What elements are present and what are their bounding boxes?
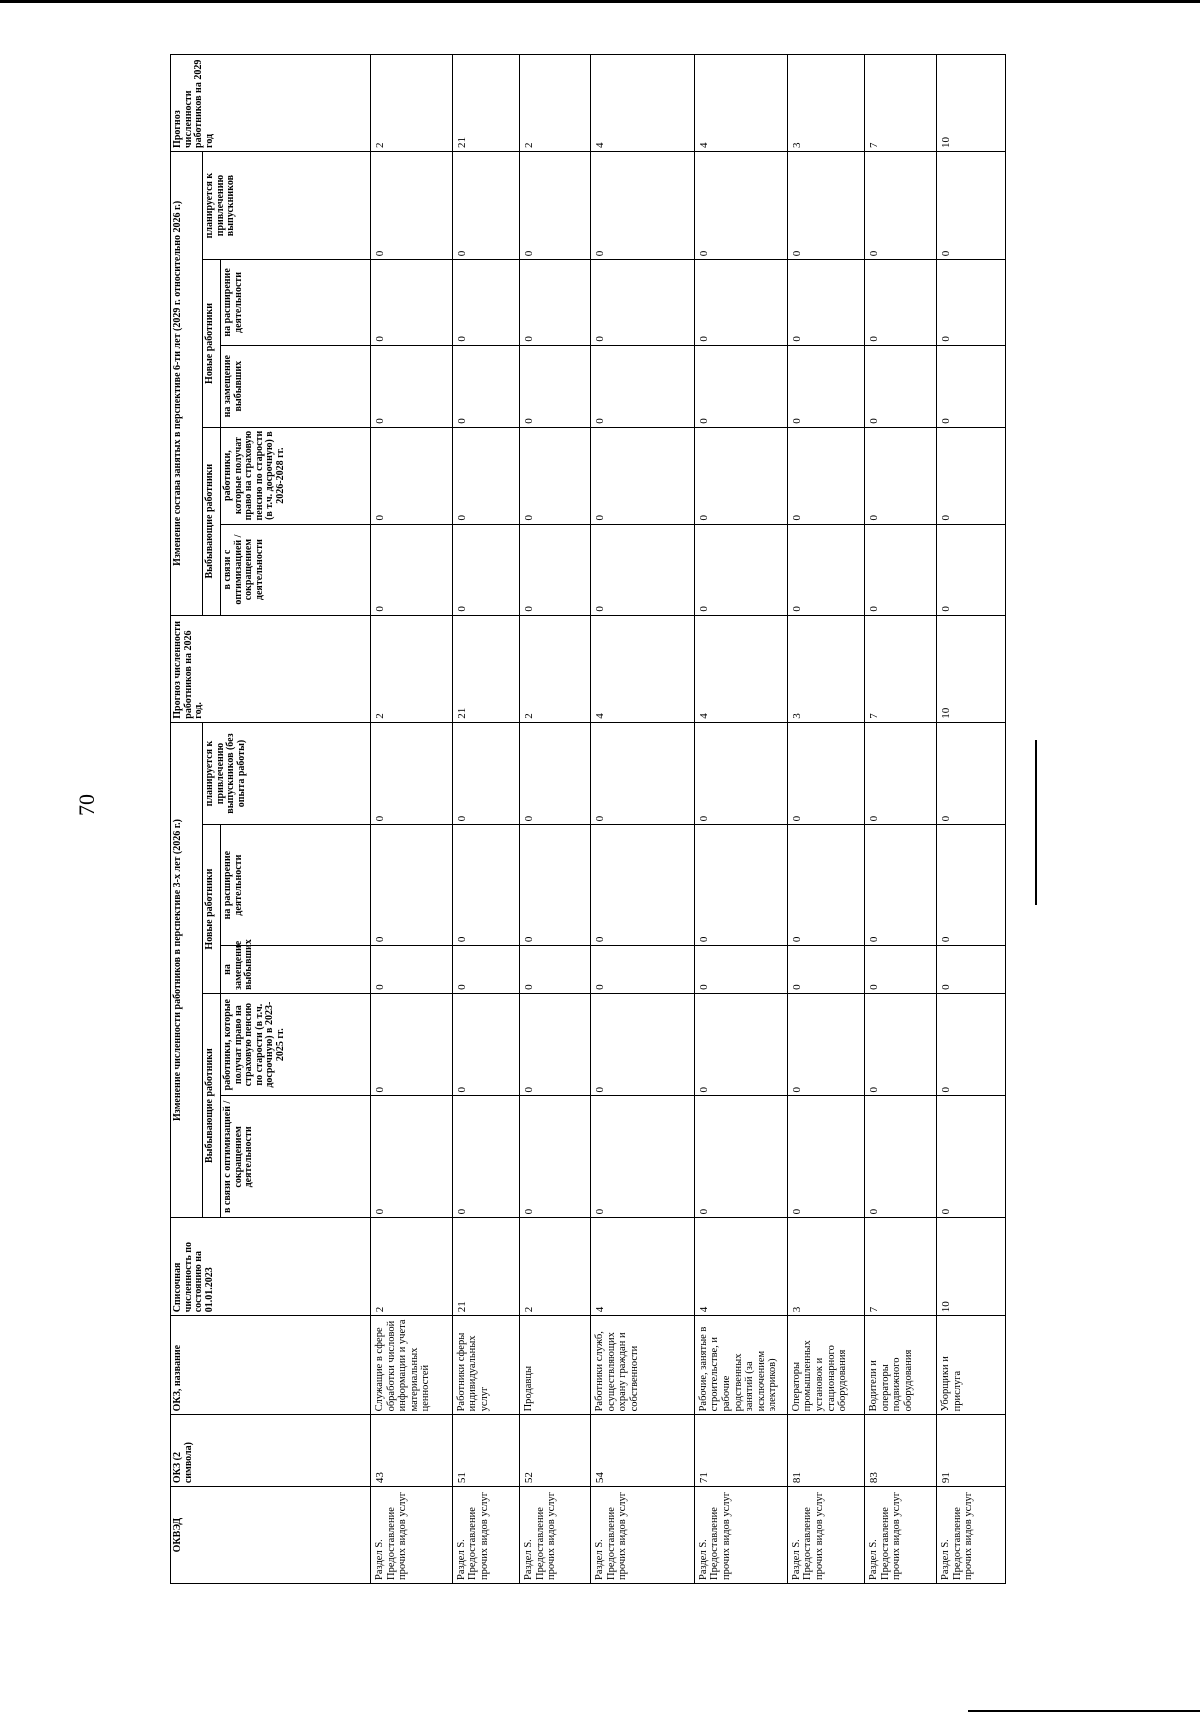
cell-forecast-2026: 21 xyxy=(452,615,520,722)
cell-graduates-6y: 0 xyxy=(787,151,864,259)
cell-new-expand-3y: 0 xyxy=(371,825,453,946)
cell-leaving-pension-3y: 0 xyxy=(787,993,864,1096)
cell-okz-code: 81 xyxy=(787,1415,864,1487)
cell-okved: Раздел S. Предоставление прочих видов услуг xyxy=(865,1487,937,1584)
cell-forecast-2029: 10 xyxy=(937,55,1006,152)
header-new-replace-3y: на замещение выбывших xyxy=(221,946,371,994)
cell-leaving-pension-3y: 0 xyxy=(937,993,1006,1096)
cell-leaving-opt-3y: 0 xyxy=(452,1096,520,1218)
bottom-rule xyxy=(968,1710,1200,1712)
header-okved: ОКВЭД xyxy=(171,1487,371,1584)
cell-new-expand-3y: 0 xyxy=(865,825,937,946)
cell-leaving-opt-6y: 0 xyxy=(865,524,937,615)
cell-leaving-opt-6y: 0 xyxy=(520,524,591,615)
cell-graduates-3y: 0 xyxy=(520,722,591,825)
cell-forecast-2026: 10 xyxy=(937,615,1006,722)
cell-new-replace-6y: 0 xyxy=(371,345,453,427)
cell-okz-name: Уборщики и прислуга xyxy=(937,1316,1006,1415)
cell-new-expand-3y: 0 xyxy=(787,825,864,946)
cell-leaving-pension-6y: 0 xyxy=(937,427,1006,524)
header-headcount-2023: Списочная численность по состоянию на 01.01.2023 xyxy=(171,1218,371,1316)
cell-graduates-3y: 0 xyxy=(865,722,937,825)
cell-graduates-3y: 0 xyxy=(591,722,695,825)
cell-leaving-opt-6y: 0 xyxy=(371,524,453,615)
cell-okved: Раздел S. Предоставление прочих видов услуг xyxy=(694,1487,787,1584)
cell-leaving-pension-3y: 0 xyxy=(694,993,787,1096)
cell-okz-name: Работники служб, осуществляющих охрану граждан и собственности xyxy=(591,1316,695,1415)
header-leaving-pension-6y: работники, которые получат право на страховую пенсию по старости (в т.ч. досрочную) в 2026-2028 гг. xyxy=(221,427,371,524)
cell-leaving-opt-6y: 0 xyxy=(591,524,695,615)
cell-graduates-6y: 0 xyxy=(452,151,520,259)
header-leaving-6y: Выбывающие работники xyxy=(203,427,221,615)
header-new-3y: Новые работники xyxy=(203,825,221,994)
cell-graduates-3y: 0 xyxy=(694,722,787,825)
cell-okz-code: 43 xyxy=(371,1415,453,1487)
cell-forecast-2026: 4 xyxy=(591,615,695,722)
cell-headcount-2023: 4 xyxy=(694,1218,787,1316)
cell-forecast-2026: 7 xyxy=(865,615,937,722)
rotated-table-container xyxy=(170,54,1006,1584)
header-okz-name: ОКЗ, название xyxy=(171,1316,371,1415)
cell-okz-code: 51 xyxy=(452,1415,520,1487)
table-body xyxy=(371,55,1006,1584)
margin-line xyxy=(1035,740,1037,905)
cell-forecast-2029: 2 xyxy=(371,55,453,152)
cell-new-replace-3y: 0 xyxy=(694,946,787,994)
cell-new-expand-6y: 0 xyxy=(591,260,695,345)
cell-leaving-pension-6y: 0 xyxy=(520,427,591,524)
table-row xyxy=(452,55,520,1584)
cell-new-expand-3y: 0 xyxy=(452,825,520,946)
cell-headcount-2023: 2 xyxy=(520,1218,591,1316)
header-group-3y: Изменение численности работников в перспективе 3-х лет (2026 г.) xyxy=(171,722,203,1218)
cell-leaving-opt-3y: 0 xyxy=(937,1096,1006,1218)
cell-okz-code: 71 xyxy=(694,1415,787,1487)
cell-okz-code: 83 xyxy=(865,1415,937,1487)
cell-headcount-2023: 10 xyxy=(937,1218,1006,1316)
cell-forecast-2029: 2 xyxy=(520,55,591,152)
cell-new-replace-6y: 0 xyxy=(865,345,937,427)
header-leaving-opt-3y: в связи с оптимизацией / сокращением деятельности xyxy=(221,1096,371,1218)
header-new-expand-3y: на расширение деятельности xyxy=(221,825,371,946)
cell-graduates-3y: 0 xyxy=(371,722,453,825)
cell-new-replace-3y: 0 xyxy=(787,946,864,994)
cell-okved: Раздел S. Предоставление прочих видов услуг xyxy=(591,1487,695,1584)
cell-leaving-opt-3y: 0 xyxy=(865,1096,937,1218)
cell-okved: Раздел S. Предоставление прочих видов услуг xyxy=(787,1487,864,1584)
cell-new-expand-3y: 0 xyxy=(520,825,591,946)
header-forecast-2026: Прогноз численности работников на 2026 год. xyxy=(171,615,371,722)
cell-leaving-opt-3y: 0 xyxy=(694,1096,787,1218)
table-row xyxy=(520,55,591,1584)
table-row xyxy=(371,55,453,1584)
cell-okz-name: Работники сферы индивидуальных услуг xyxy=(452,1316,520,1415)
cell-new-replace-3y: 0 xyxy=(591,946,695,994)
cell-headcount-2023: 7 xyxy=(865,1218,937,1316)
cell-new-expand-6y: 0 xyxy=(865,260,937,345)
cell-okved: Раздел S. Предоставление прочих видов услуг xyxy=(937,1487,1006,1584)
cell-okz-code: 52 xyxy=(520,1415,591,1487)
cell-leaving-pension-3y: 0 xyxy=(591,993,695,1096)
header-graduates-3y: планируется к привлечению выпускников (без опыта работы) xyxy=(203,722,371,825)
cell-leaving-pension-3y: 0 xyxy=(452,993,520,1096)
cell-new-replace-6y: 0 xyxy=(452,345,520,427)
cell-headcount-2023: 21 xyxy=(452,1218,520,1316)
table-row xyxy=(694,55,787,1584)
cell-new-expand-6y: 0 xyxy=(694,260,787,345)
workforce-forecast-table xyxy=(170,54,1006,1584)
cell-new-replace-3y: 0 xyxy=(520,946,591,994)
cell-new-expand-6y: 0 xyxy=(520,260,591,345)
cell-new-replace-3y: 0 xyxy=(937,946,1006,994)
cell-leaving-opt-3y: 0 xyxy=(371,1096,453,1218)
cell-new-replace-6y: 0 xyxy=(787,345,864,427)
cell-leaving-opt-3y: 0 xyxy=(520,1096,591,1218)
header-okz-code: ОКЗ (2 символа) xyxy=(171,1415,371,1487)
page-number: 70 xyxy=(74,794,99,816)
cell-new-expand-6y: 0 xyxy=(452,260,520,345)
cell-forecast-2026: 4 xyxy=(694,615,787,722)
cell-okved: Раздел S. Предоставление прочих видов услуг xyxy=(452,1487,520,1584)
cell-new-replace-6y: 0 xyxy=(694,345,787,427)
header-new-6y: Новые работники xyxy=(203,260,221,427)
cell-forecast-2026: 2 xyxy=(520,615,591,722)
cell-okz-name: Рабочие, занятые в строительстве, и рабочие родственных занятий (за исключением электриков) xyxy=(694,1316,787,1415)
header-new-expand-6y: на расширение деятельности xyxy=(221,260,371,345)
cell-forecast-2026: 2 xyxy=(371,615,453,722)
cell-new-expand-3y: 0 xyxy=(937,825,1006,946)
cell-headcount-2023: 4 xyxy=(591,1218,695,1316)
header-graduates-6y: планируется к привлечению выпускников xyxy=(203,151,371,259)
cell-leaving-opt-3y: 0 xyxy=(591,1096,695,1218)
cell-graduates-6y: 0 xyxy=(371,151,453,259)
cell-graduates-3y: 0 xyxy=(452,722,520,825)
cell-forecast-2029: 7 xyxy=(865,55,937,152)
cell-leaving-pension-3y: 0 xyxy=(520,993,591,1096)
cell-new-expand-3y: 0 xyxy=(694,825,787,946)
cell-graduates-3y: 0 xyxy=(937,722,1006,825)
cell-leaving-opt-6y: 0 xyxy=(787,524,864,615)
cell-headcount-2023: 3 xyxy=(787,1218,864,1316)
cell-leaving-pension-6y: 0 xyxy=(865,427,937,524)
cell-new-replace-3y: 0 xyxy=(452,946,520,994)
cell-new-expand-3y: 0 xyxy=(591,825,695,946)
cell-new-expand-6y: 0 xyxy=(937,260,1006,345)
cell-graduates-6y: 0 xyxy=(937,151,1006,259)
header-group-6y: Изменение состава занятых в перспективе 6-ти лет (2029 г. относительно 2026 г.) xyxy=(171,151,203,615)
cell-leaving-pension-6y: 0 xyxy=(371,427,453,524)
cell-new-replace-6y: 0 xyxy=(591,345,695,427)
cell-forecast-2029: 21 xyxy=(452,55,520,152)
cell-leaving-opt-6y: 0 xyxy=(694,524,787,615)
cell-forecast-2029: 3 xyxy=(787,55,864,152)
cell-okz-name: Продавцы xyxy=(520,1316,591,1415)
table-row xyxy=(787,55,864,1584)
table-row xyxy=(937,55,1006,1584)
cell-graduates-6y: 0 xyxy=(865,151,937,259)
header-new-replace-6y: на замещение выбывших xyxy=(221,345,371,427)
cell-leaving-pension-3y: 0 xyxy=(865,993,937,1096)
cell-leaving-pension-3y: 0 xyxy=(371,993,453,1096)
cell-new-replace-3y: 0 xyxy=(371,946,453,994)
top-rule xyxy=(0,0,1200,3)
cell-leaving-pension-6y: 0 xyxy=(694,427,787,524)
header-leaving-3y: Выбывающие работники xyxy=(203,993,221,1217)
cell-okz-name: Водители и операторы подвижного оборудования xyxy=(865,1316,937,1415)
cell-leaving-pension-6y: 0 xyxy=(452,427,520,524)
cell-forecast-2026: 3 xyxy=(787,615,864,722)
cell-okz-code: 54 xyxy=(591,1415,695,1487)
cell-okved: Раздел S. Предоставление прочих видов услуг xyxy=(371,1487,453,1584)
cell-okz-code: 91 xyxy=(937,1415,1006,1487)
table-row xyxy=(591,55,695,1584)
header-leaving-pension-3y: работники, которые получат право на страховую пенсию по старости (в т.ч. досрочную) в 2023-2025 гг. xyxy=(221,993,371,1096)
cell-leaving-pension-6y: 0 xyxy=(787,427,864,524)
cell-graduates-3y: 0 xyxy=(787,722,864,825)
cell-new-expand-6y: 0 xyxy=(787,260,864,345)
header-leaving-opt-6y: в связи с оптимизацией / сокращением деятельности xyxy=(221,524,371,615)
cell-graduates-6y: 0 xyxy=(520,151,591,259)
cell-leaving-pension-6y: 0 xyxy=(591,427,695,524)
cell-new-replace-6y: 0 xyxy=(520,345,591,427)
cell-okved: Раздел S. Предоставление прочих видов услуг xyxy=(520,1487,591,1584)
cell-forecast-2029: 4 xyxy=(591,55,695,152)
cell-headcount-2023: 2 xyxy=(371,1218,453,1316)
cell-okz-name: Служащие в сфере обработки числовой информации и учета материальных ценностей xyxy=(371,1316,453,1415)
cell-new-replace-3y: 0 xyxy=(865,946,937,994)
cell-new-replace-6y: 0 xyxy=(937,345,1006,427)
table-row xyxy=(865,55,937,1584)
cell-graduates-6y: 0 xyxy=(694,151,787,259)
cell-leaving-opt-6y: 0 xyxy=(452,524,520,615)
cell-forecast-2029: 4 xyxy=(694,55,787,152)
cell-okz-name: Операторы промышленных установок и стационарного оборудования xyxy=(787,1316,864,1415)
cell-graduates-6y: 0 xyxy=(591,151,695,259)
cell-new-expand-6y: 0 xyxy=(371,260,453,345)
cell-leaving-opt-3y: 0 xyxy=(787,1096,864,1218)
header-forecast-2029: Прогноз численности работников на 2029 год xyxy=(171,55,371,152)
cell-leaving-opt-6y: 0 xyxy=(937,524,1006,615)
